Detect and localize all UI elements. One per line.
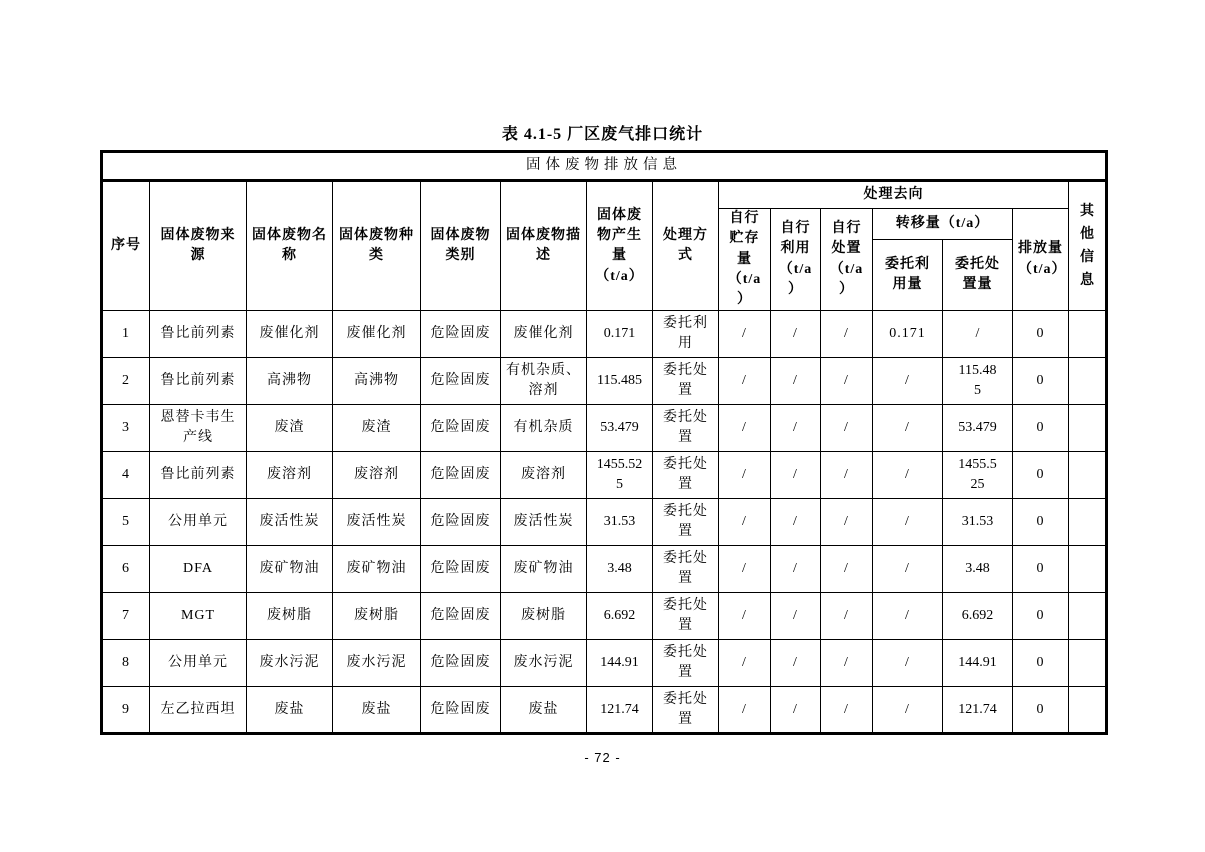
header-entrusted-use: 委托利用量 [873, 239, 943, 311]
cell-name: 废盐 [247, 687, 333, 734]
cell-self-disposal: / [821, 640, 873, 687]
cell-generation: 115.485 [587, 358, 653, 405]
cell-entrusted-disposal: / [943, 311, 1013, 358]
cell-self-disposal: / [821, 452, 873, 499]
header-self-use: 自行利用（t/a） [771, 209, 821, 311]
cell-category: 危险固废 [421, 311, 501, 358]
cell-emission: 0 [1013, 358, 1069, 405]
cell-category: 危险固废 [421, 640, 501, 687]
cell-entrusted-disposal: 1455.525 [943, 452, 1013, 499]
cell-generation: 3.48 [587, 546, 653, 593]
header-name: 固体废物名称 [247, 181, 333, 311]
cell-kind: 高沸物 [333, 358, 421, 405]
table-row [102, 546, 1107, 593]
cell-seq: 5 [102, 499, 150, 546]
table-body [102, 311, 1107, 734]
cell-kind: 废溶剂 [333, 452, 421, 499]
cell-category: 危险固废 [421, 405, 501, 452]
cell-name: 废矿物油 [247, 546, 333, 593]
header-treatment-method: 处理方式 [653, 181, 719, 311]
cell-name: 废溶剂 [247, 452, 333, 499]
cell-self-use: / [771, 640, 821, 687]
table-banner: 固体废物排放信息 [102, 152, 1107, 181]
header-disposal-destination: 处理去向 [719, 181, 1069, 209]
cell-kind: 废树脂 [333, 593, 421, 640]
cell-entrusted-use: / [873, 499, 943, 546]
table-row [102, 687, 1107, 734]
cell-seq: 8 [102, 640, 150, 687]
cell-treatment-method: 委托处置 [653, 640, 719, 687]
cell-self-use: / [771, 452, 821, 499]
cell-entrusted-disposal: 3.48 [943, 546, 1013, 593]
cell-other-info [1069, 452, 1107, 499]
cell-generation: 31.53 [587, 499, 653, 546]
header-row-1 [102, 181, 1107, 209]
cell-description: 废盐 [501, 687, 587, 734]
cell-treatment-method: 委托利用 [653, 311, 719, 358]
cell-self-disposal: / [821, 405, 873, 452]
cell-entrusted-disposal: 115.485 [943, 358, 1013, 405]
cell-source: 公用单元 [150, 640, 247, 687]
cell-self-storage: / [719, 358, 771, 405]
cell-treatment-method: 委托处置 [653, 358, 719, 405]
cell-emission: 0 [1013, 405, 1069, 452]
cell-generation: 53.479 [587, 405, 653, 452]
cell-source: DFA [150, 546, 247, 593]
cell-self-disposal: / [821, 593, 873, 640]
cell-description: 有机杂质、溶剂 [501, 358, 587, 405]
cell-kind: 废盐 [333, 687, 421, 734]
cell-name: 废树脂 [247, 593, 333, 640]
header-other-info-text: 其他信息 [1080, 204, 1094, 289]
cell-category: 危险固废 [421, 499, 501, 546]
header-self-storage: 自行贮存量（t/a） [719, 209, 771, 311]
cell-entrusted-use: / [873, 452, 943, 499]
cell-description: 有机杂质 [501, 405, 587, 452]
cell-other-info [1069, 687, 1107, 734]
cell-entrusted-disposal: 31.53 [943, 499, 1013, 546]
cell-self-disposal: / [821, 499, 873, 546]
cell-seq: 4 [102, 452, 150, 499]
cell-category: 危险固废 [421, 452, 501, 499]
table-row [102, 452, 1107, 499]
cell-self-storage: / [719, 687, 771, 734]
cell-entrusted-use: / [873, 593, 943, 640]
cell-category: 危险固废 [421, 358, 501, 405]
cell-source: MGT [150, 593, 247, 640]
cell-name: 废渣 [247, 405, 333, 452]
cell-description: 废水污泥 [501, 640, 587, 687]
header-entrusted-disposal: 委托处置量 [943, 239, 1013, 311]
cell-self-use: / [771, 405, 821, 452]
cell-source: 公用单元 [150, 499, 247, 546]
header-emission: 排放量（t/a） [1013, 209, 1069, 311]
cell-emission: 0 [1013, 499, 1069, 546]
cell-entrusted-disposal: 144.91 [943, 640, 1013, 687]
cell-self-use: / [771, 546, 821, 593]
cell-emission: 0 [1013, 640, 1069, 687]
cell-emission: 0 [1013, 311, 1069, 358]
cell-generation: 1455.525 [587, 452, 653, 499]
table-row [102, 593, 1107, 640]
cell-self-disposal: / [821, 311, 873, 358]
header-category: 固体废物类别 [421, 181, 501, 311]
cell-self-use: / [771, 311, 821, 358]
cell-treatment-method: 委托处置 [653, 452, 719, 499]
cell-self-use: / [771, 499, 821, 546]
cell-entrusted-use: / [873, 687, 943, 734]
table-row [102, 499, 1107, 546]
cell-seq: 9 [102, 687, 150, 734]
cell-description: 废矿物油 [501, 546, 587, 593]
cell-category: 危险固废 [421, 593, 501, 640]
cell-source: 恩替卡韦生产线 [150, 405, 247, 452]
cell-entrusted-disposal: 53.479 [943, 405, 1013, 452]
cell-treatment-method: 委托处置 [653, 593, 719, 640]
cell-self-storage: / [719, 311, 771, 358]
banner-row [102, 152, 1107, 181]
table-title: 表 4.1-5 厂区废气排口统计 [501, 126, 704, 143]
header-description: 固体废物描述 [501, 181, 587, 311]
cell-generation: 121.74 [587, 687, 653, 734]
header-seq: 序号 [102, 181, 150, 311]
cell-entrusted-use: / [873, 358, 943, 405]
cell-self-disposal: / [821, 546, 873, 593]
cell-entrusted-disposal: 121.74 [943, 687, 1013, 734]
cell-kind: 废催化剂 [333, 311, 421, 358]
header-source: 固体废物来源 [150, 181, 247, 311]
cell-entrusted-use: / [873, 546, 943, 593]
cell-description: 废树脂 [501, 593, 587, 640]
cell-treatment-method: 委托处置 [653, 687, 719, 734]
cell-generation: 144.91 [587, 640, 653, 687]
cell-other-info [1069, 499, 1107, 546]
cell-category: 危险固废 [421, 546, 501, 593]
cell-generation: 0.171 [587, 311, 653, 358]
header-generation: 固体废物产生量（t/a） [587, 181, 653, 311]
cell-seq: 6 [102, 546, 150, 593]
cell-source: 鲁比前列素 [150, 311, 247, 358]
cell-description: 废催化剂 [501, 311, 587, 358]
cell-other-info [1069, 593, 1107, 640]
cell-other-info [1069, 640, 1107, 687]
cell-emission: 0 [1013, 452, 1069, 499]
cell-self-disposal: / [821, 687, 873, 734]
cell-kind: 废水污泥 [333, 640, 421, 687]
cell-emission: 0 [1013, 546, 1069, 593]
cell-treatment-method: 委托处置 [653, 405, 719, 452]
cell-description: 废溶剂 [501, 452, 587, 499]
cell-other-info [1069, 546, 1107, 593]
table-row [102, 311, 1107, 358]
solid-waste-table [100, 150, 1108, 735]
cell-seq: 3 [102, 405, 150, 452]
cell-seq: 7 [102, 593, 150, 640]
cell-entrusted-use: / [873, 405, 943, 452]
cell-emission: 0 [1013, 593, 1069, 640]
cell-entrusted-use: 0.171 [873, 311, 943, 358]
table-row [102, 358, 1107, 405]
cell-self-storage: / [719, 546, 771, 593]
cell-other-info [1069, 405, 1107, 452]
cell-generation: 6.692 [587, 593, 653, 640]
cell-other-info [1069, 311, 1107, 358]
header-self-disposal: 自行处置（t/a） [821, 209, 873, 311]
cell-name: 废水污泥 [247, 640, 333, 687]
cell-self-use: / [771, 358, 821, 405]
cell-name: 废活性炭 [247, 499, 333, 546]
cell-source: 左乙拉西坦 [150, 687, 247, 734]
cell-self-storage: / [719, 405, 771, 452]
cell-other-info [1069, 358, 1107, 405]
cell-kind: 废活性炭 [333, 499, 421, 546]
cell-name: 高沸物 [247, 358, 333, 405]
cell-source: 鲁比前列素 [150, 358, 247, 405]
table-row [102, 405, 1107, 452]
cell-entrusted-use: / [873, 640, 943, 687]
table-row [102, 640, 1107, 687]
cell-self-use: / [771, 687, 821, 734]
cell-seq: 1 [102, 311, 150, 358]
cell-entrusted-disposal: 6.692 [943, 593, 1013, 640]
header-kind: 固体废物种类 [333, 181, 421, 311]
cell-self-storage: / [719, 640, 771, 687]
cell-self-storage: / [719, 499, 771, 546]
header-transfer: 转移量（t/a） [873, 209, 1013, 240]
cell-self-storage: / [719, 452, 771, 499]
cell-self-disposal: / [821, 358, 873, 405]
cell-self-storage: / [719, 593, 771, 640]
cell-kind: 废矿物油 [333, 546, 421, 593]
page-number: - 72 - [584, 750, 621, 765]
cell-name: 废催化剂 [247, 311, 333, 358]
cell-treatment-method: 委托处置 [653, 499, 719, 546]
cell-category: 危险固废 [421, 687, 501, 734]
cell-description: 废活性炭 [501, 499, 587, 546]
header-other-info [1069, 181, 1107, 311]
cell-self-use: / [771, 593, 821, 640]
cell-source: 鲁比前列素 [150, 452, 247, 499]
cell-seq: 2 [102, 358, 150, 405]
cell-treatment-method: 委托处置 [653, 546, 719, 593]
cell-emission: 0 [1013, 687, 1069, 734]
cell-kind: 废渣 [333, 405, 421, 452]
